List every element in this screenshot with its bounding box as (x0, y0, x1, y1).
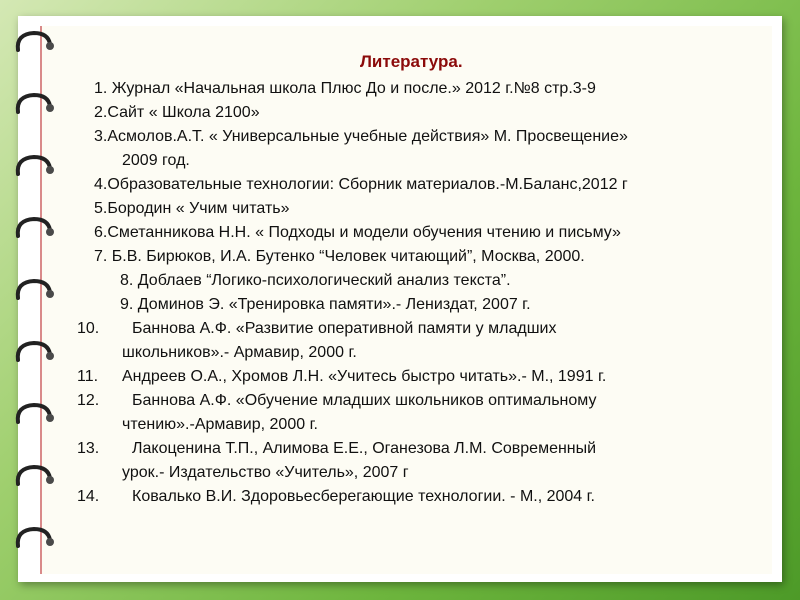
binder-ring-icon (14, 524, 56, 558)
binder-ring-icon (14, 28, 56, 62)
reference-line: 7. Б.В. Бирюков, И.А. Бутенко “Человек читающий”, Москва, 2000. (94, 248, 585, 265)
binder-ring-icon (14, 462, 56, 496)
reference-line: Андреев О.А., Хромов Л.Н. «Учитесь быстро читать».- М., 1991 г. (122, 368, 607, 385)
reference-line: 3.Асмолов.А.Т. « Универсальные учебные действия» М. Просвещение» (94, 128, 628, 145)
reference-line: Лакоценина Т.П., Алимова Е.Е., Оганезова Л.М. Современный (132, 440, 597, 457)
reference-line: 1. Журнал «Начальная школа Плюс До и после.» 2012 г.№8 стр.3-9 (94, 80, 596, 97)
reference-line: 9. Доминов Э. «Тренировка памяти».- Лениздат, 2007 г. (120, 296, 531, 313)
binder-ring-icon (14, 400, 56, 434)
binder-ring-icon (14, 338, 56, 372)
reference-line: чтению».-Армавир, 2000 г. (122, 416, 318, 433)
reference-line: Баннова А.Ф. «Обучение младших школьников оптимальному (132, 392, 597, 409)
reference-line: Ковалько В.И. Здоровьесберегающие технологии. - М., 2004 г. (132, 488, 595, 505)
reference-line: Баннова А.Ф. «Развитие оперативной памяти у младших (132, 320, 557, 337)
reference-line: 4.Образовательные технологии: Сборник материалов.-М.Баланс,2012 г (94, 176, 628, 193)
binder-ring-icon (14, 152, 56, 186)
reference-line: 6.Сметанникова Н.Н. « Подходы и модели обучения чтению и письму» (94, 224, 621, 241)
list-number: 12. (77, 392, 100, 409)
reference-line: 8. Доблаев “Логико-психологический анализ текста”. (120, 272, 511, 289)
reference-line: 2.Сайт « Школа 2100» (94, 104, 260, 121)
list-number: 14. (77, 488, 100, 505)
page-title: Литература. (360, 52, 463, 71)
list-number: 10. (77, 320, 100, 337)
reference-line: 2009 год. (122, 152, 190, 169)
list-number: 13. (77, 440, 100, 457)
binder-ring-icon (14, 214, 56, 248)
binder-ring-icon (14, 276, 56, 310)
binder-ring-icon (14, 90, 56, 124)
list-number: 11. (77, 368, 99, 385)
reference-line: 5.Бородин « Учим читать» (94, 200, 290, 217)
reference-line: урок.- Издательство «Учитель», 2007 г (122, 464, 409, 481)
reference-line: школьников».- Армавир, 2000 г. (122, 344, 357, 361)
